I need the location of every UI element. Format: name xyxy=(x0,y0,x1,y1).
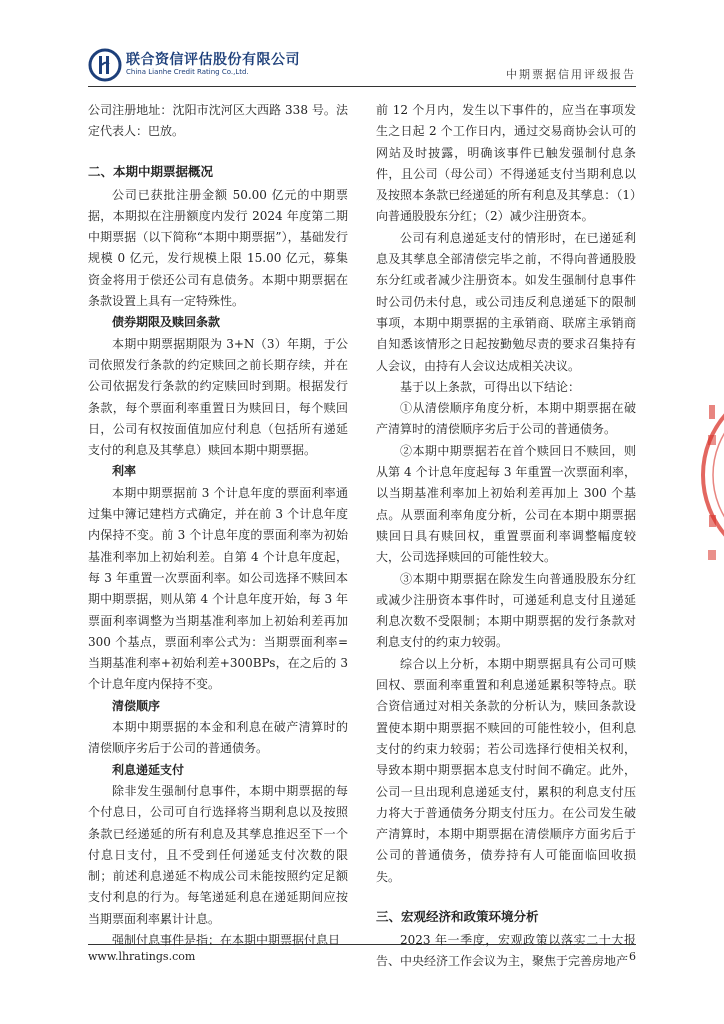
paragraph-conclusion-2: ②本期中期票据若在首个赎回日不赎回，则从第 4 个计息年度起每 3 年重置一次票面利率，以当期基准利率加上初始利差再加上 300 个基点。从票面利率角度分析，公司在本期中期票据赎回日具有赎回权，重置票面利率调整幅度较大，公司选择赎回的可能性较大。 xyxy=(376,443,636,565)
footer-divider xyxy=(88,944,636,945)
company-logo-icon xyxy=(88,48,122,82)
paragraph-macro: 2023 年一季度，宏观政策以落实二十大报告、中央经济工作会议为主，聚焦于完善房地产 xyxy=(376,932,636,969)
paragraph-based: 基于以上条款，可得出以下结论： xyxy=(400,379,581,394)
header-divider xyxy=(88,86,636,87)
subheading-order: 清偿顺序 xyxy=(112,698,161,713)
left-column xyxy=(88,100,348,951)
footer-website-link[interactable]: www.lhratings.com xyxy=(88,950,196,963)
right-column xyxy=(376,100,636,973)
paragraph-conclusion-3: ③本期中期票据在除发生向普通股股东分红或减少注册资本事件时，可递延利息支付且递延利息次数不受限制；本期中期票据的发行条款对利息支付的约束力较弱。 xyxy=(376,571,636,650)
report-title: 中期票据信用评级报告 xyxy=(506,68,636,81)
paragraph-order: 本期中期票据的本金和利息在破产清算时的清偿顺序劣后于公司的普通债务。 xyxy=(88,720,348,756)
paragraph-force-start: 强制付息事件是指：在本期中期票据付息日 xyxy=(112,932,341,947)
paragraph-force-cont: 前 12 个月内，发生以下事件的，应当在事项发生之日起 2 个工作日内，通过交易商协会认可的网站及时披露，明确该事件已触发强制付息条件，且公司（母公司）不得递延支付当期利息以及按照本条款已经递延的所有利息及其孳息：（1）向普通股股东分红；（2）减少注册资本。 xyxy=(376,103,636,224)
subheading-rate: 利率 xyxy=(112,464,137,479)
paragraph-address: 公司注册地址：沈阳市沈河区大西路 338 号。法定代表人：巴放。 xyxy=(88,103,348,139)
paragraph-summary: 综合以上分析，本期中期票据具有公司可赎回权、票面利率重置和利息递延累积等特点。联合资信通过对相关条款的分析认为，赎回条款设置使本期中期票据不赎回的可能性较小，但利息支付的约束力较弱；若公司选择行使相关权利，导致本期中期票据本息支付时间不确定。此外，公司一旦出现利息递延支付，累积的利息支付压力将大于普通债务分期支付压力。在公司发生破产清算时，本期中期票据在清偿顺序方面劣后于公司的普通债务，债券持有人可能面临回收损失。 xyxy=(376,656,636,884)
paragraph-term: 本期中期票据期限为 3+N（3）年期，于公司依照发行条款的约定赎回之前长期存续，并在公司依据发行条款的约定赎回时到期。根据发行条款，每个票面利率重置日为赎回日，每个赎回日，公司有权按面值加应付利息（包括所有递延支付的利息及其孳息）赎回本期中期票据。 xyxy=(88,336,348,458)
company-name-cn: 联合资信评估股份有限公司 xyxy=(126,52,300,68)
page-number: 6 xyxy=(629,950,636,963)
paragraph-rate: 本期中期票据前 3 个计息年度的票面利率通过集中簿记建档方式确定，并在前 3 个计息年度内保持不变。前 3 个计息年度的票面利率为初始基准利率加上初始利差。自第 4 个计息年度起，每 3 年重置一次票面利率。如公司选择不赎回本期中期票据，则从第 4 个计息年度开始，每 3 年票面利率调整为当期基准利率加上初始利差再加 300 个基点，票面利率公式为：当期票面利率=当期基准利率+初始利差+300BPs，在之后的 3 个计息年度内保持不变。 xyxy=(88,485,348,692)
paragraph-restrict: 公司有利息递延支付的情形时，在已递延利息及其孳息全部清偿完毕之前，不得向普通股股东分红或者减少注册资本。如发生强制付息事件时公司仍未付息，或公司违反利息递延下的限制事项，本期中期票据的主承销商、联席主承销商自知悉该情形之日起按勤勉尽责的要求召集持有人会议，由持有人会议达成相关决议。 xyxy=(376,230,636,373)
page-header xyxy=(88,46,636,86)
subheading-term: 债券期限及赎回条款 xyxy=(112,315,221,330)
paragraph-defer: 除非发生强制付息事件，本期中期票据的每个付息日，公司可自行选择将当期利息以及按照条款已经递延的所有利息及其孳息推迟至下一个付息日支付，且不受到任何递延支付次数的限制；前述利息递延不构成公司未能按照约定足额支付利息的行为。每笔递延利息在递延期间应按当期票面利率累计计息。 xyxy=(88,783,348,926)
section-heading-2: 二、本期中期票据概况 xyxy=(88,163,214,179)
subheading-defer: 利息递延支付 xyxy=(112,762,185,777)
company-name-en: China Lianhe Credit Rating Co.,Ltd. xyxy=(126,68,249,76)
partial-seal-stamp-icon xyxy=(700,365,724,605)
paragraph-overview: 公司已获批注册金额 50.00 亿元的中期票据，本期拟在注册额度内发行 2024 年度第二期中期票据（以下简称“本期中期票据”），基础发行规模 0 亿元，发行规模上限 15.00 亿元，募集资金将用于偿还公司有息债务。本期中期票据在条款设置上具有一定特殊性。 xyxy=(88,187,348,309)
section-heading-3: 三、宏观经济和政策环境分析 xyxy=(376,908,539,924)
paragraph-conclusion-1: ①从清偿顺序角度分析，本期中期票据在破产清算时的清偿顺序劣后于公司的普通债务。 xyxy=(376,401,636,437)
